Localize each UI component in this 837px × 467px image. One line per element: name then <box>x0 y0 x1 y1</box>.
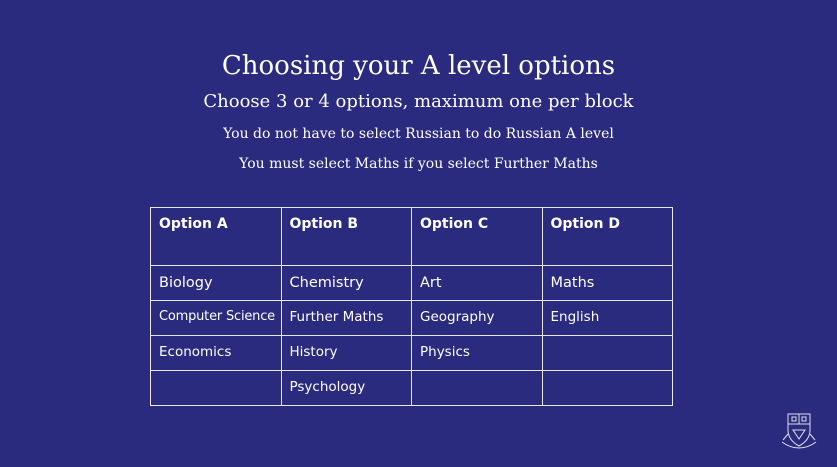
header-option-c: Option C <box>412 208 543 266</box>
table-cell: Biology <box>151 266 282 301</box>
table-cell: Further Maths <box>281 301 412 336</box>
table-cell <box>412 371 543 406</box>
table-cell: Maths <box>542 266 673 301</box>
table-cell: English <box>542 301 673 336</box>
options-table <box>150 207 673 406</box>
table-row <box>151 266 673 301</box>
slide-title: Choosing your A level options <box>221 51 616 81</box>
table-row <box>151 336 673 371</box>
header-option-b: Option B <box>281 208 412 266</box>
slide-subtitle: Choose 3 or 4 options, maximum one per block <box>203 91 634 112</box>
header-row <box>151 208 673 266</box>
table-cell: Economics <box>151 336 282 371</box>
table-cell <box>542 371 673 406</box>
table-cell: Chemistry <box>281 266 412 301</box>
table-cell: History <box>281 336 412 371</box>
russian-note: You do not have to select Russian to do Russian A level <box>223 126 614 142</box>
header-option-d: Option D <box>542 208 673 266</box>
table-cell <box>151 371 282 406</box>
table-cell <box>542 336 673 371</box>
table-cell: Physics <box>412 336 543 371</box>
school-crest-icon <box>780 410 818 450</box>
maths-note: You must select Maths if you select Further Maths <box>239 156 598 172</box>
table-cell: Psychology <box>281 371 412 406</box>
table-cell: Computer Science <box>151 301 282 336</box>
table-cell: Art <box>412 266 543 301</box>
table-row <box>151 371 673 406</box>
table-cell: Geography <box>412 301 543 336</box>
table-row <box>151 301 673 336</box>
header-option-a: Option A <box>151 208 282 266</box>
